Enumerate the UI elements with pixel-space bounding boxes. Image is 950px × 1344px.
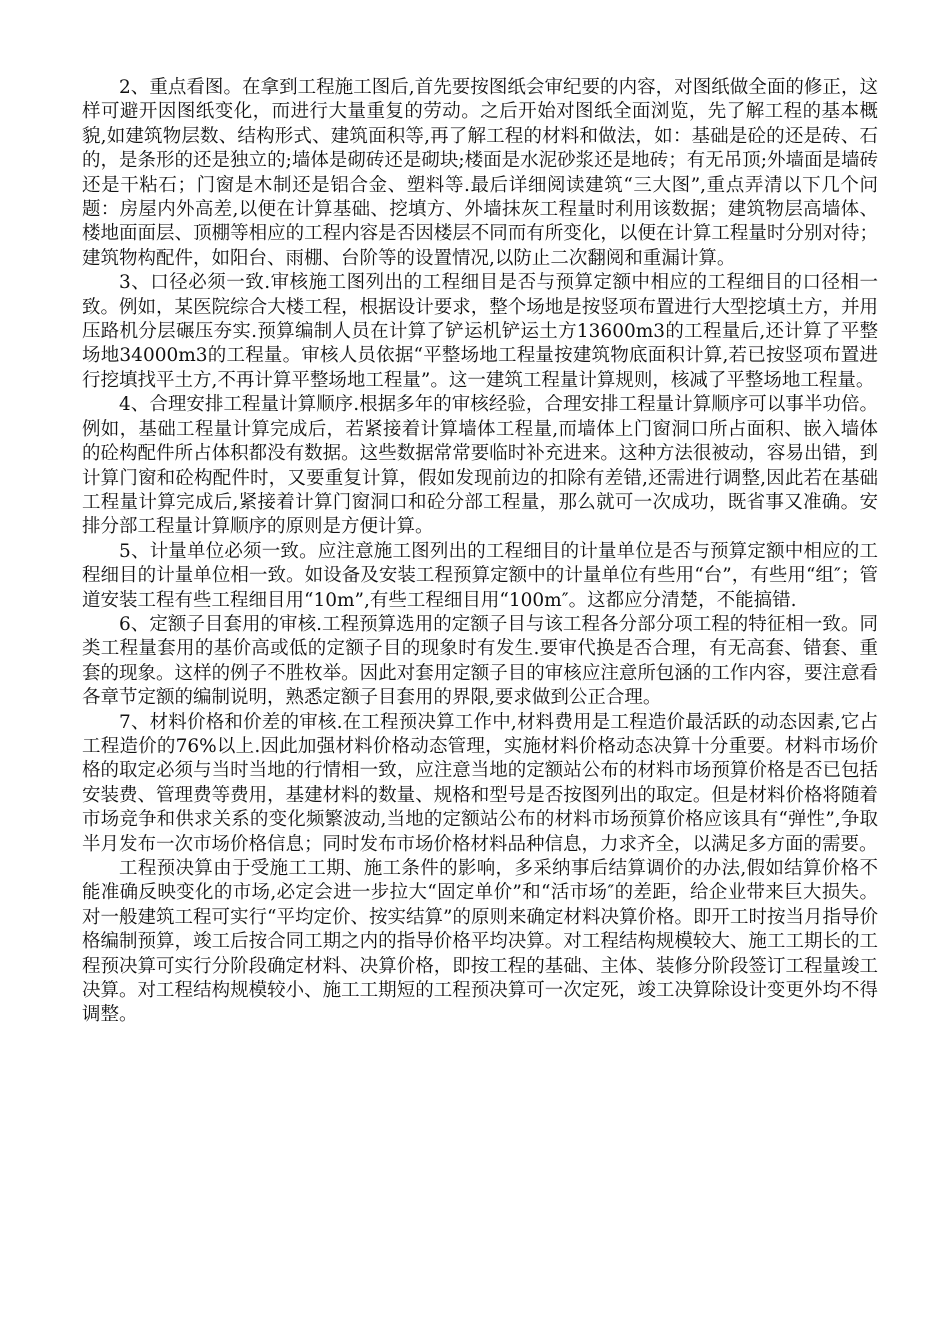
paragraph-consistent-scope: 3、口径必须一致.审核施工图列出的工程细目是否与预算定额中相应的工程细目的口径相一致。例如，某医院综合大楼工程，根据设计要求，整个场地是按竖项布置进行大型挖填土方，并用压路机分层碾压夯实.预算编制人员在计算了铲运机铲运土方13600m3的工程量后,还计算了平整场地34000m3的工程量。审核人员依据“平整场地工程量按建筑物底面积计算,若已按竖项布置进行挖填找平土方,不再计算平整场地工程量”。这一建筑工程量计算规则，核减了平整场地工程量。 xyxy=(82,272,878,391)
paragraph-measurement-units: 5、计量单位必须一致。应注意施工图列出的工程细目的计量单位是否与预算定额中相应的工程细目的计量单位相一致。如设备及安装工程预算定额中的计量单位有些用“台”，有些用“组″；管道安装工程有些工程细目用“10m”,有些工程细目用“100m″。这都应分清楚，不能搞错. xyxy=(82,540,878,611)
paragraph-material-price-review: 7、材料价格和价差的审核.在工程预决算工作中,材料费用是工程造价最活跃的动态因素,它占工程造价的76%以上.因此加强材料价格动态管理，实施材料价格动态决算十分重要。材料市场价格的取定必须与当时当地的行情相一致，应注意当地的定额站公布的材料市场预算价格是否已包括安装费、管理费等费用，基建材料的数量、规格和型号是否按图列出的取定。但是材料价格将随着市场竞争和供求关系的变化频繁波动,当地的定额站公布的材料市场预算价格应该具有“弹性”,争取半月发布一次市场价格信息；同时发布市场价格材料品种信息，力求齐全，以满足多方面的需要。 xyxy=(82,711,878,855)
paragraph-quota-review: 6、定额子目套用的审核.工程预算选用的定额子目与该工程各分部分项工程的特征相一致。同类工程量套用的基价高或低的定额子目的现象时有发生.要审代换是否合理，有无高套、错套、重套的现象。这样的例子不胜枚举。因此对套用定额子目的审核应注意所包涵的工作内容，要注意看各章节定额的编制说明，熟悉定额子目套用的界限,要求做到公正合理。 xyxy=(82,613,878,709)
paragraph-calculation-order: 4、合理安排工程量计算顺序.根据多年的审核经验，合理安排工程量计算顺序可以事半功倍。例如，基础工程量计算完成后，若紧接着计算墙体工程量,而墙体上门窗洞口所占面积、嵌入墙体的砼构配件所占体积都没有数据。这些数据常常要临时补充进来。这种方法很被动，容易出错，到计算门窗和砼构配件时，又要重复计算，假如发现前边的扣除有差错,还需进行调整,因此若在基础工程量计算完成后,紧接着计算门窗洞口和砼分部工程量，那么就可一次成功，既省事又准确。安排分部工程量计算顺序的原则是方便计算。 xyxy=(82,394,878,538)
paragraph-final-settlement: 工程预决算由于受施工工期、施工条件的影响，多采纳事后结算调价的办法,假如结算价格不能准确反映变化的市场,必定会进一步拉大“固定单价”和“活市场″的差距，给企业带来巨大损失。对一般建筑工程可实行“平均定价、按实结算”的原则来确定材料决算价格。即开工时按当月指导价格编制预算，竣工后按合同工期之内的指导价格平均决算。对工程结构规模较大、施工工期长的工程预决算可实行分阶段确定材料、决算价格，即按工程的基础、主体、装修分阶段签订工程量竣工决算。对工程结构规模较小、施工工期短的工程预决算可一次定死，竣工决算除设计变更外均不得调整。 xyxy=(82,858,878,1026)
paragraph-key-drawing-review: 2、重点看图。在拿到工程施工图后,首先要按图纸会审纪要的内容，对图纸做全面的修正，这样可避开因图纸变化，而进行大量重复的劳动。之后开始对图纸全面浏览，先了解工程的基本概貌,如建筑物层数、结构形式、建筑面积等,再了解工程的材料和做法，如：基础是砼的还是砖、石的，是条形的还是独立的;墙体是砌砖还是砌块;楼面是水泥砂浆还是地砖；有无吊顶;外墙面是墙砖还是干粘石；门窗是木制还是铝合金、塑料等.最后详细阅读建筑“三大图”,重点弄清以下几个问题：房屋内外高差,以便在计算基础、挖填方、外墙抹灰工程量时利用该数据；建筑物层高墙体、楼地面面层、顶棚等相应的工程内容是否因楼层不同而有所变化，以便在计算工程量时分别对待；建筑物构配件，如阳台、雨棚、台阶等的设置情况,以防止二次翻阅和重漏计算。 xyxy=(82,77,878,269)
document-body xyxy=(82,76,878,1028)
